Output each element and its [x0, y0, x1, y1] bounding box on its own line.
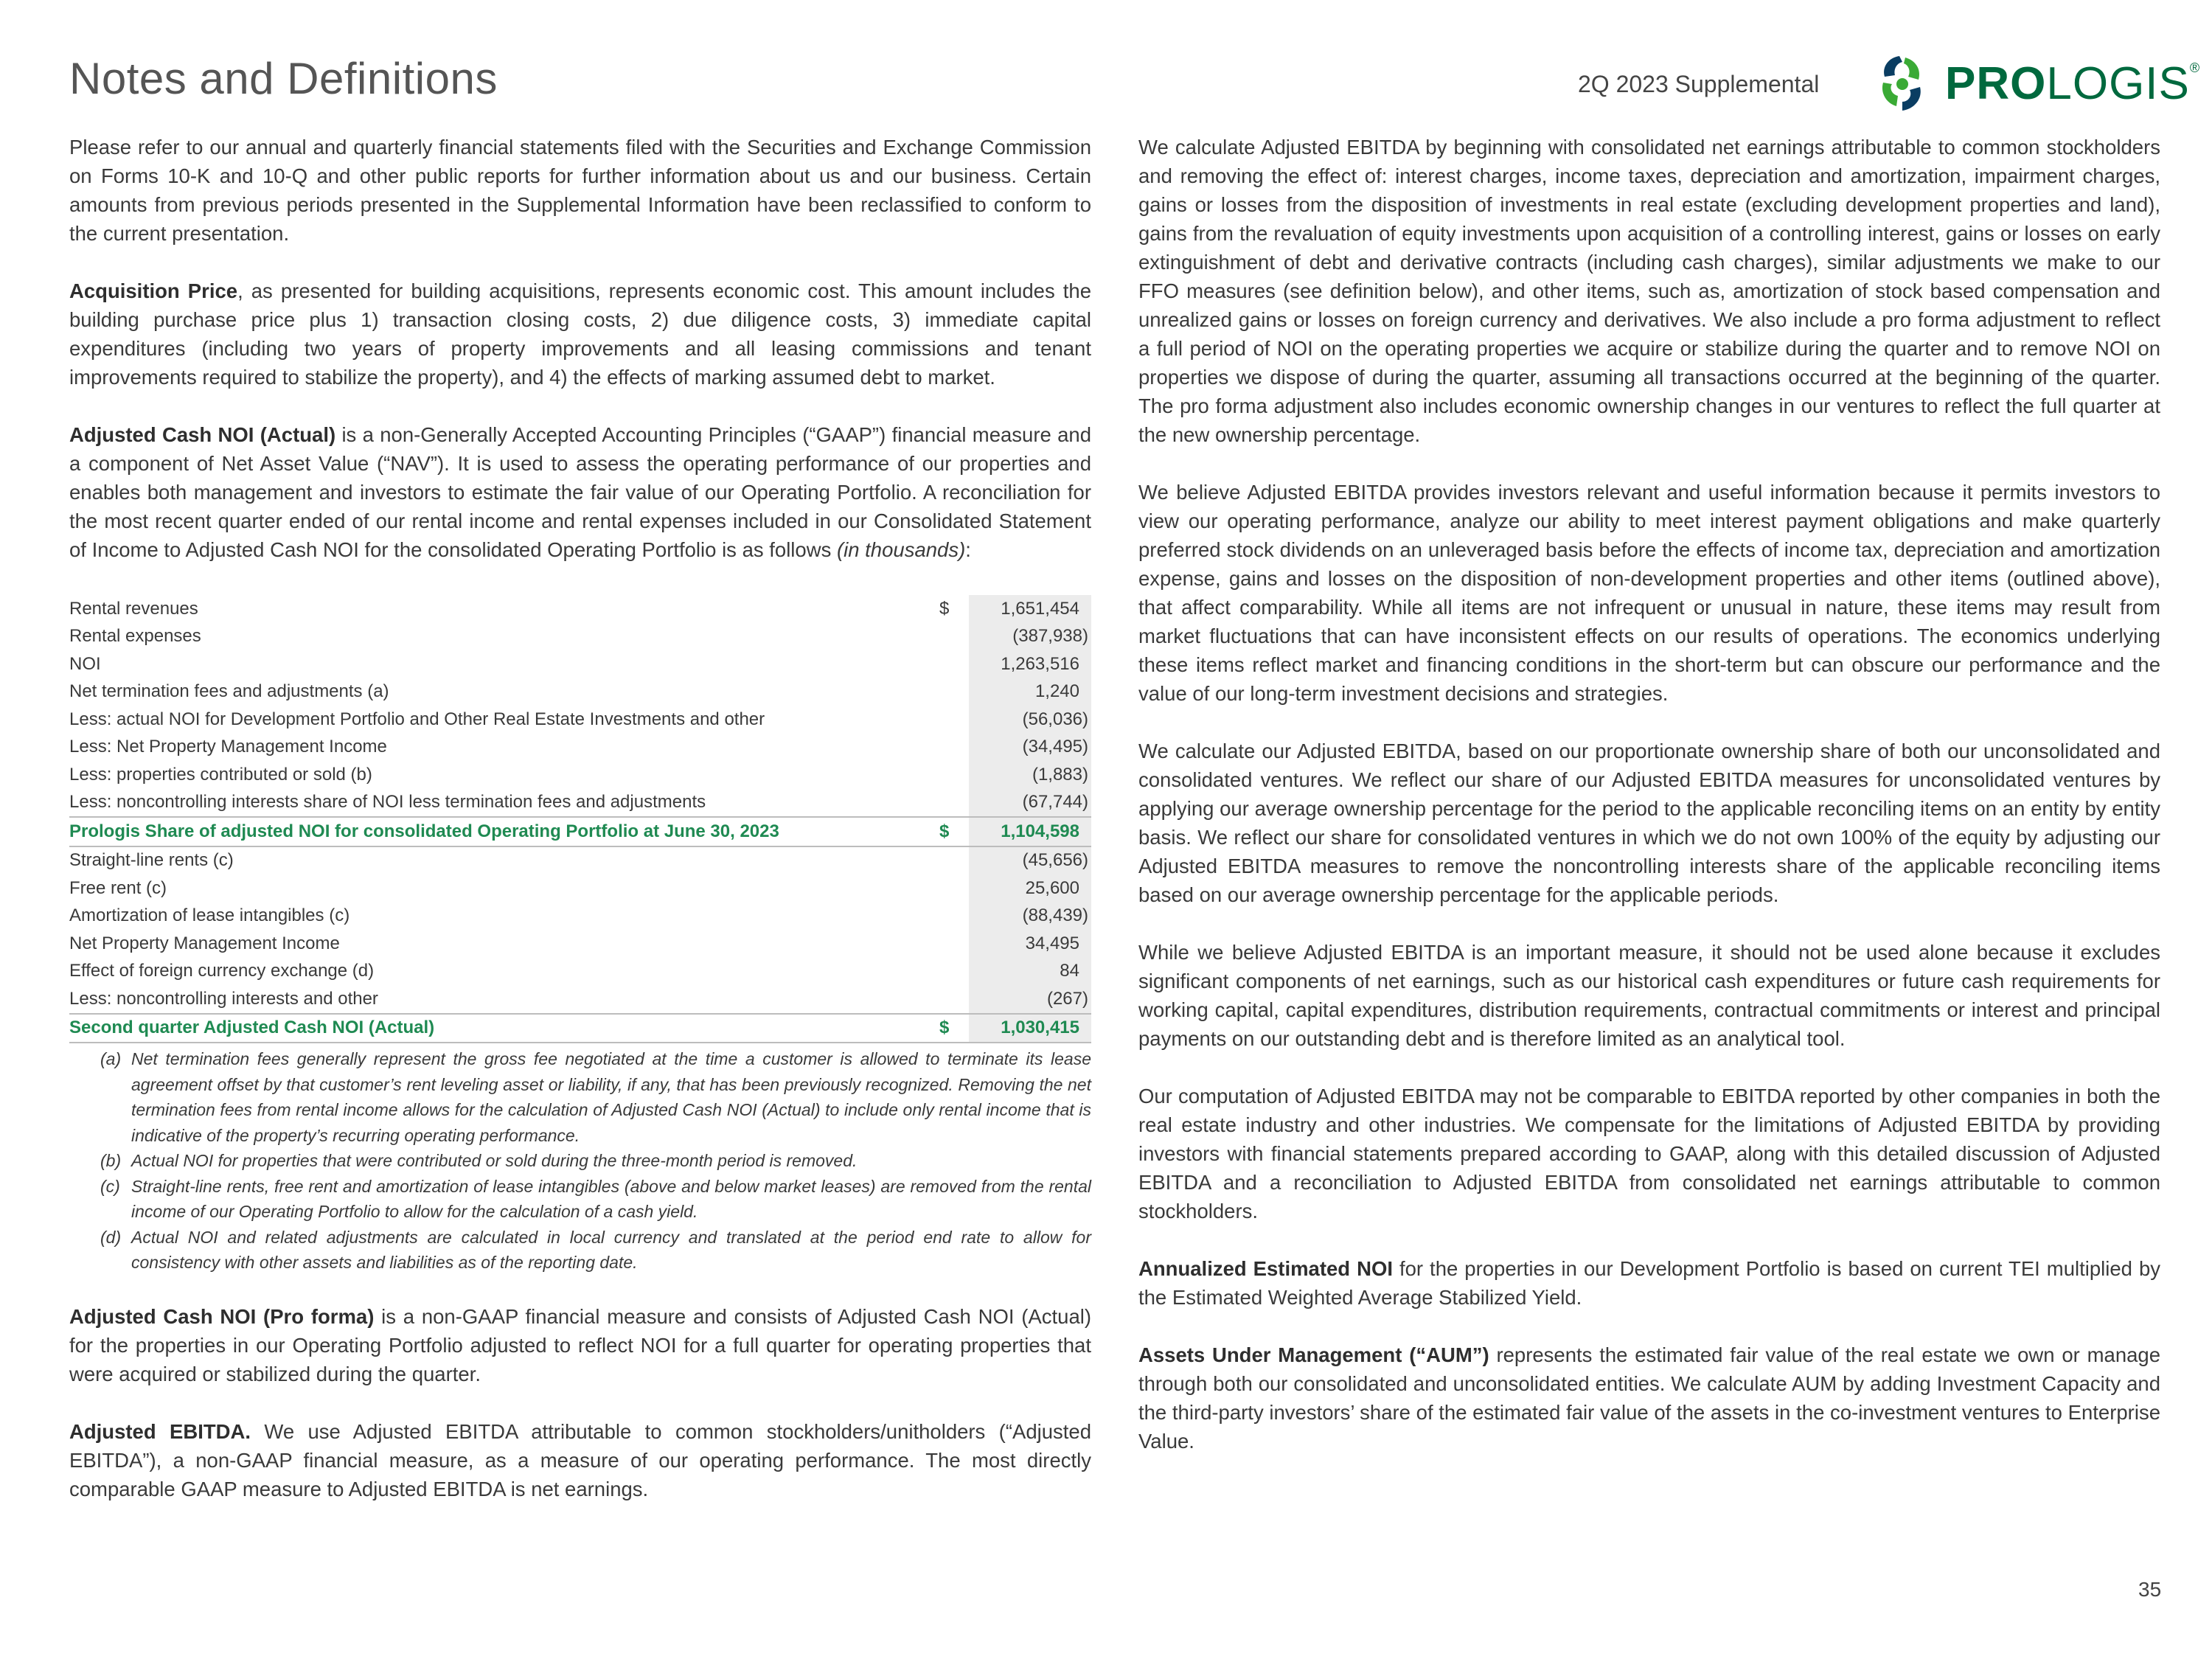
table-row — [69, 985, 1091, 1014]
noi-reconciliation-table — [69, 595, 1091, 1043]
aum-definition: Assets Under Management (“AUM”) represents the estimated fair value of the real estate we own or manage through both our consolidated and unconsolidated entities. We calculate AUM by adding Investment Capacity and the third-party investors’ share of the estimated fair value of the assets in the co-investment ventures to Enterprise Value. — [1138, 1343, 2160, 1453]
row-label: Effect of foreign currency exchange (d) — [69, 961, 375, 981]
row-value: (267) — [969, 985, 1091, 1014]
right-column — [1138, 133, 2160, 1455]
currency-symbol — [933, 650, 969, 678]
adjusted-ebitda-definition: Adjusted EBITDA. We use Adjusted EBITDA attributable to common stockholders/unitholders (“Adjusted EBITDA”), a non-GAAP financial measure, as a measure of our operating performance. The most directly comparable GAAP measure to Adjusted EBITDA is net earnings. — [69, 1419, 1092, 1500]
table-row — [69, 930, 1091, 958]
annualized-estimated-noi-definition: Annualized Estimated NOI for the properties in our Development Portfolio is based on current TEI multiplied by the Estimated Weighted Average Stabilized Yield. — [1138, 1257, 2160, 1309]
row-value: (34,495) — [969, 734, 1091, 762]
adjusted-cash-noi-actual-definition: Adjusted Cash NOI (Actual) is a non-Generally Accepted Accounting Principles (“GAAP”) financial measure and a component of Net Asset Value (“NAV”). It is used to assess the operating performance of our properties and enables both management and investors to estimate the fair value of our Operating Portfolio. A reconciliation for the most recent quarter ended of our rental income and rental expenses included in our Consolidated Statement of Income to Adjusted Cash NOI for the consolidated Operating Portfolio is as follows (in thousands): — [69, 423, 1091, 561]
aum-term: Assets Under Management (“AUM”) — [1138, 1343, 1489, 1366]
table-total-row — [69, 817, 1091, 846]
table-row — [69, 789, 1091, 818]
row-label: Less: noncontrolling interests and other — [69, 985, 933, 1014]
row-label: Amortization of lease intangibles (c) — [69, 905, 350, 926]
table-row — [69, 595, 1091, 623]
row-value: 84 — [969, 958, 1091, 986]
currency-symbol — [933, 706, 969, 734]
currency-symbol — [933, 874, 969, 902]
row-value: 34,495 — [969, 930, 1091, 958]
currency-symbol — [933, 930, 969, 958]
row-value: 1,263,516 — [969, 650, 1091, 678]
currency-symbol — [933, 846, 969, 875]
row-value: 1,651,454 — [969, 595, 1091, 623]
table-row — [69, 650, 1091, 678]
row-value: 1,104,598 — [969, 817, 1091, 846]
table-row — [69, 678, 1091, 706]
currency-symbol: $ — [933, 1014, 969, 1043]
table-row — [69, 874, 1091, 902]
left-column — [69, 133, 1091, 1503]
row-label: Less: properties contributed or sold (b) — [69, 764, 372, 785]
footnote-item — [69, 1225, 1091, 1276]
table-row — [69, 902, 1091, 931]
row-label: NOI — [69, 653, 101, 674]
row-value: (67,744) — [969, 789, 1091, 818]
ebitda-ownership-paragraph: We calculate our Adjusted EBITDA, based on our proportionate ownership share of both our unconsolidated and consolidated ventures. We reflect our share of our Adjusted EBITDA measures for unconsolidated ventures by applying our average ownership percentage for the period to the applicable reconciling items on an entity by entity basis. We reflect our share for consolidated ventures in which we do not own 100% of the equity by adjusting our Adjusted EBITDA measures to remove the noncontrolling interests share of the applicable reconciling items based on our average ownership percentage for the applicable periods. — [1138, 740, 2160, 906]
table-footnotes — [69, 1046, 1091, 1276]
adjusted-cash-noi-term: Adjusted Cash NOI (Actual) — [69, 423, 336, 446]
supplemental-label: 2Q 2023 Supplemental — [1578, 71, 1820, 97]
currency-symbol — [933, 985, 969, 1014]
row-value: (387,938) — [969, 623, 1091, 651]
row-value: 1,030,415 — [969, 1014, 1091, 1043]
currency-symbol: $ — [933, 817, 969, 846]
pro-forma-term: Adjusted Cash NOI (Pro forma) — [69, 1304, 375, 1328]
currency-symbol — [933, 761, 969, 789]
currency-symbol — [933, 678, 969, 706]
row-label: Rental revenues — [69, 598, 198, 619]
page-title: Notes and Definitions — [69, 54, 498, 103]
row-label: Prologis Share of adjusted NOI for consolidated Operating Portfolio at June 30, 2023 — [69, 817, 933, 846]
currency-symbol — [933, 623, 969, 651]
table-row — [69, 734, 1091, 762]
row-value: (88,439) — [969, 902, 1091, 931]
currency-symbol — [933, 734, 969, 762]
row-label: Net Property Management Income — [69, 933, 340, 953]
row-label: Straight-line rents (c) — [69, 850, 234, 871]
acquisition-price-definition: Acquisition Price, as presented for building acquisitions, represents economic cost. This amount includes the building purchase price plus 1) transaction closing costs, 2) due diligence costs, 3) immediate capital expenditures (including two years of property improvements and all leasing commissions and tenant improvements required to stabilize the property), and 4) the effects of marking assumed debt to market. — [69, 279, 1092, 389]
row-value: 25,600 — [969, 874, 1091, 902]
table-row — [69, 958, 1091, 986]
footnote-marker: (b) — [100, 1151, 122, 1170]
adjusted-ebitda-term: Adjusted EBITDA. — [69, 1419, 251, 1443]
footnote-text: Actual NOI for properties that were contributed or sold during the three-month period is removed. — [131, 1151, 858, 1170]
row-label: Free rent (c) — [69, 877, 167, 898]
adjusted-cash-noi-pro-forma-definition: Adjusted Cash NOI (Pro forma) is a non-GAAP financial measure and consists of Adjusted Cash NOI (Actual) for the properties in our Operating Portfolio adjusted to reflect NOI for a full quarter for operating properties that were acquired or stabilized during the quarter. — [69, 1304, 1091, 1385]
ebitda-limitations-paragraph: While we believe Adjusted EBITDA is an important measure, it should not be used alone because it excludes significant components of net earnings, such as our historical cash expenditures or future cash requirements for working capital, capital expenditures, distribution requirements, contractual commitments or interest and principal payments on our outstanding debt and is therefore limited as an analytical tool. — [1138, 941, 2160, 1050]
table-row — [69, 706, 1091, 734]
prologis-logo — [1870, 53, 2200, 115]
table-row — [69, 623, 1091, 651]
currency-symbol — [933, 902, 969, 931]
row-label: Less: noncontrolling interests share of NOI less termination fees and adjustments — [69, 789, 933, 818]
footnote-marker: (c) — [100, 1176, 120, 1196]
footnote-item — [69, 1148, 1091, 1174]
prologis-mark-icon — [1870, 53, 1932, 115]
row-label: Less: actual NOI for Development Portfolio and Other Real Estate Investments and other — [69, 709, 765, 729]
row-value: (56,036) — [969, 706, 1091, 734]
row-value: (45,656) — [969, 846, 1091, 875]
footnote-text: Net termination fees generally represent the gross fee negotiated at the time a customer is allowed to terminate its lease agreement offset by that customer’s rent leveling asset or liability, if any, that has been previously recognized. Removing the net termination fees from rental income allows for the calculation of Adjusted Cash NOI (Actual) to include only rental income that is indicative of the property’s recurring operating performance. — [131, 1049, 1091, 1145]
row-label: Net termination fees and adjustments (a) — [69, 681, 389, 702]
ebitda-benefits-paragraph: We believe Adjusted EBITDA provides investors relevant and useful information because it permits investors to view our operating performance, analyze our ability to meet interest payment obligations and make quarterly preferred stock dividends on an unleveraged basis before the effects of income tax, depreciation and amortization expense, gains and losses on the disposition of non-development properties and other items (outlined above), that affect comparability. While all items are not infrequent or unusual in nature, these items may result from market fluctuations that can have inconsistent effects on our results of operations. The economics underlying these items reflect market and financing conditions in the short-term but can obscure our performance and the value of our long-term investment decisions and strategies. — [1138, 481, 2160, 705]
table-row — [69, 846, 1091, 875]
footnote-marker: (a) — [100, 1049, 122, 1068]
footnote-text: Actual NOI and related adjustments are calculated in local currency and translated at the period end rate to allow for consistency with other assets and liabilities as of the reporting date. — [131, 1227, 1091, 1272]
annualized-noi-term: Annualized Estimated NOI — [1138, 1257, 1393, 1280]
footnote-item — [69, 1046, 1091, 1148]
intro-paragraph: Please refer to our annual and quarterly financial statements filed with the Securities and Exchange Commission on Forms 10-K and 10-Q and other public reports for further information about us and our business. Certain amounts from previous periods presented in the Supplemental Information have been reclassified to conform to the current presentation. — [69, 136, 1091, 245]
currency-symbol — [933, 789, 969, 818]
row-value: (1,883) — [969, 761, 1091, 789]
ebitda-comparability-paragraph: Our computation of Adjusted EBITDA may not be comparable to EBITDA reported by other companies in both the real estate industry and other industries. We compensate for the limitations of Adjusted EBITDA by providing investors with financial statements prepared according to GAAP, along with this detailed discussion of Adjusted EBITDA and a reconciliation to Adjusted EBITDA from consolidated net earnings attributable to common stockholders. — [1138, 1085, 2160, 1222]
page-number: 35 — [2138, 1578, 2162, 1601]
row-value: 1,240 — [969, 678, 1091, 706]
ebitda-calculation-paragraph: We calculate Adjusted EBITDA by beginning with consolidated net earnings attributable to common stockholders and removing the effect of: interest charges, income taxes, depreciation and amortization, impairment charges, gains or losses from the disposition of investments in real estate (excluding development properties and land), gains from the revaluation of equity investments upon acquisition of a controlling interest, gains or losses on early extinguishment of debt and derivative contracts (including cash charges), similar adjustments we make to our FFO measures (see definition below), and other items, such as, amortization of stock based compensation and unrealized gains or losses on foreign currency and derivatives. We also include a pro forma adjustment to reflect a full period of NOI on the operating properties we acquire or stabilize during the quarter and to remove NOI on properties we dispose of during the quarter, assuming all transactions occurred at the beginning of the quarter. The pro forma adjustment also includes economic ownership changes in our ventures to reflect the full quarter at the new ownership percentage. — [1138, 136, 2160, 446]
row-label: Second quarter Adjusted Cash NOI (Actual) — [69, 1014, 933, 1043]
row-label: Rental expenses — [69, 626, 201, 647]
footnote-text: Straight-line rents, free rent and amortization of lease intangibles (above and below market leases) are removed from the rental income of our Operating Portfolio to allow for the calculation of a cash yield. — [131, 1176, 1091, 1221]
prologis-wordmark: PROLOGIS® — [1945, 58, 2201, 109]
acquisition-price-term: Acquisition Price — [69, 279, 238, 302]
table-row — [69, 761, 1091, 789]
footnote-item — [69, 1174, 1091, 1225]
currency-symbol: $ — [939, 598, 950, 619]
footnote-marker: (d) — [100, 1227, 122, 1247]
table-total-row — [69, 1014, 1091, 1043]
row-label: Less: Net Property Management Income — [69, 737, 387, 757]
currency-symbol — [933, 958, 969, 986]
